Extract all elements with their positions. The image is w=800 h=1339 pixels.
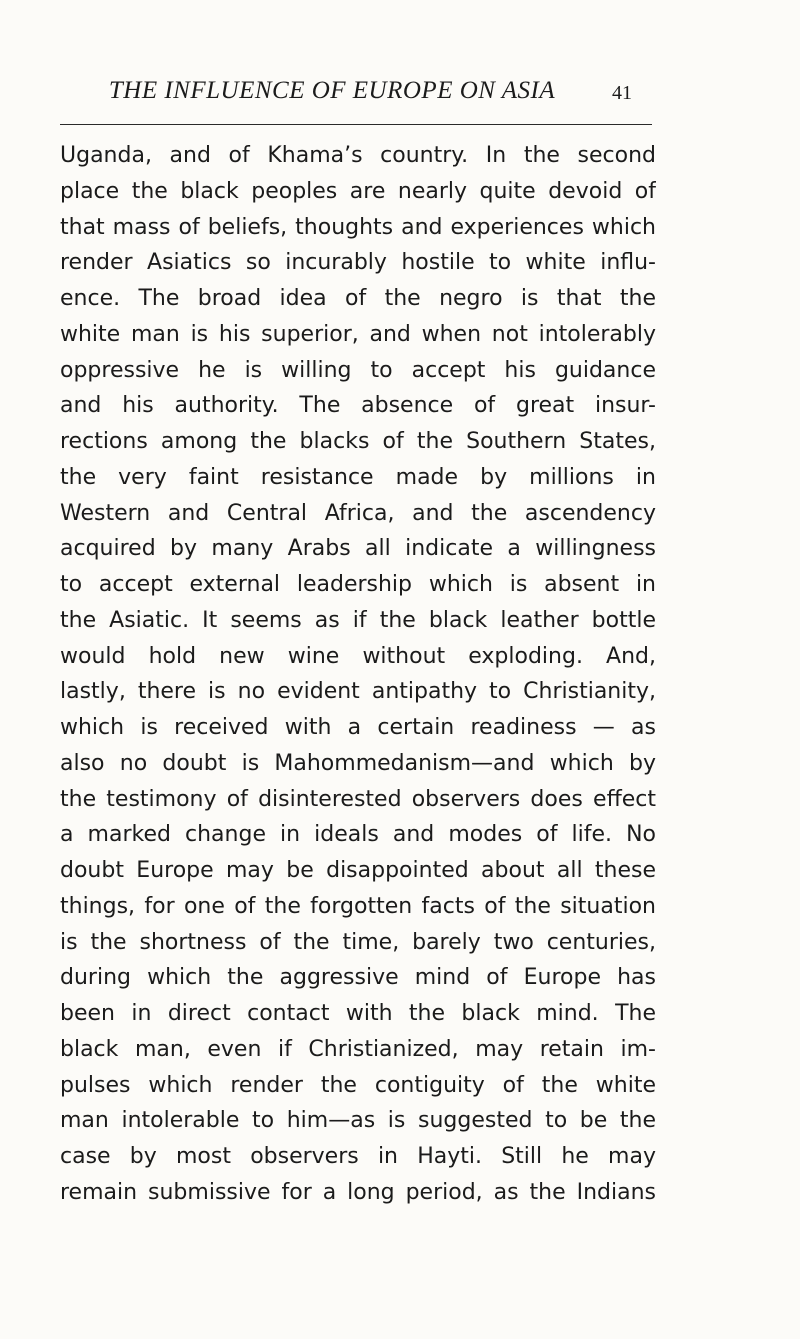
header-rule — [60, 124, 652, 125]
text-line: things, for one of the forgotten facts of the situation — [60, 893, 656, 919]
text-line: would hold new wine without exploding. And, — [60, 643, 656, 669]
text-line: pulses which render the contiguity of the white — [60, 1072, 656, 1098]
text-line: man intolerable to him—as is suggested to be the — [60, 1108, 656, 1134]
text-line: doubt Europe may be disappointed about all these — [60, 858, 656, 883]
body-text — [60, 138, 660, 1211]
text-line: place the black peoples are nearly quite devoid of — [60, 178, 656, 204]
text-line: lastly, there is no evident antipathy to Christianity, — [60, 679, 656, 705]
text-line: to accept external leadership which is absent in — [60, 572, 656, 597]
text-line: which is received with a certain readiness — as — [60, 715, 656, 740]
text-line: been in direct contact with the black mind. The — [60, 1001, 656, 1026]
running-title: THE INFLUENCE OF EUROPE ON ASIA — [108, 77, 556, 104]
page-number: 41 — [612, 82, 632, 104]
text-line: oppressive he is willing to accept his guidance — [60, 357, 656, 383]
running-head — [0, 76, 800, 112]
text-line: rections among the blacks of the Southern States, — [60, 429, 656, 454]
text-line: also no doubt is Mahommedanism—and which by — [60, 750, 656, 776]
text-line: white man is his superior, and when not intolerably — [60, 321, 656, 347]
text-line: is the shortness of the time, barely two centuries, — [60, 929, 656, 955]
text-line: Western and Central Africa, and the ascendency — [60, 500, 656, 526]
text-line: remain submissive for a long period, as the Indians — [60, 1179, 656, 1205]
text-line: during which the aggressive mind of Europe has — [60, 965, 656, 991]
text-line: case by most observers in Hayti. Still he may — [60, 1144, 656, 1169]
text-line: that mass of beliefs, thoughts and experiences which — [60, 214, 656, 240]
text-line: a marked change in ideals and modes of life. No — [60, 822, 656, 848]
text-line: Uganda, and of Khama’s country. In the second — [60, 143, 656, 168]
text-line: black man, even if Christianized, may retain im- — [60, 1036, 656, 1062]
text-line: the Asiatic. It seems as if the black leather bottle — [60, 607, 656, 633]
text-line: ence. The broad idea of the negro is that the — [60, 286, 656, 311]
text-line: the very faint resistance made by millions in — [60, 464, 656, 490]
text-line: and his authority. The absence of great insur- — [60, 393, 656, 419]
text-line: render Asiatics so incurably hostile to white influ- — [60, 250, 656, 276]
text-line: acquired by many Arabs all indicate a willingness — [60, 536, 656, 562]
text-line: the testimony of disinterested observers does effect — [60, 786, 656, 812]
